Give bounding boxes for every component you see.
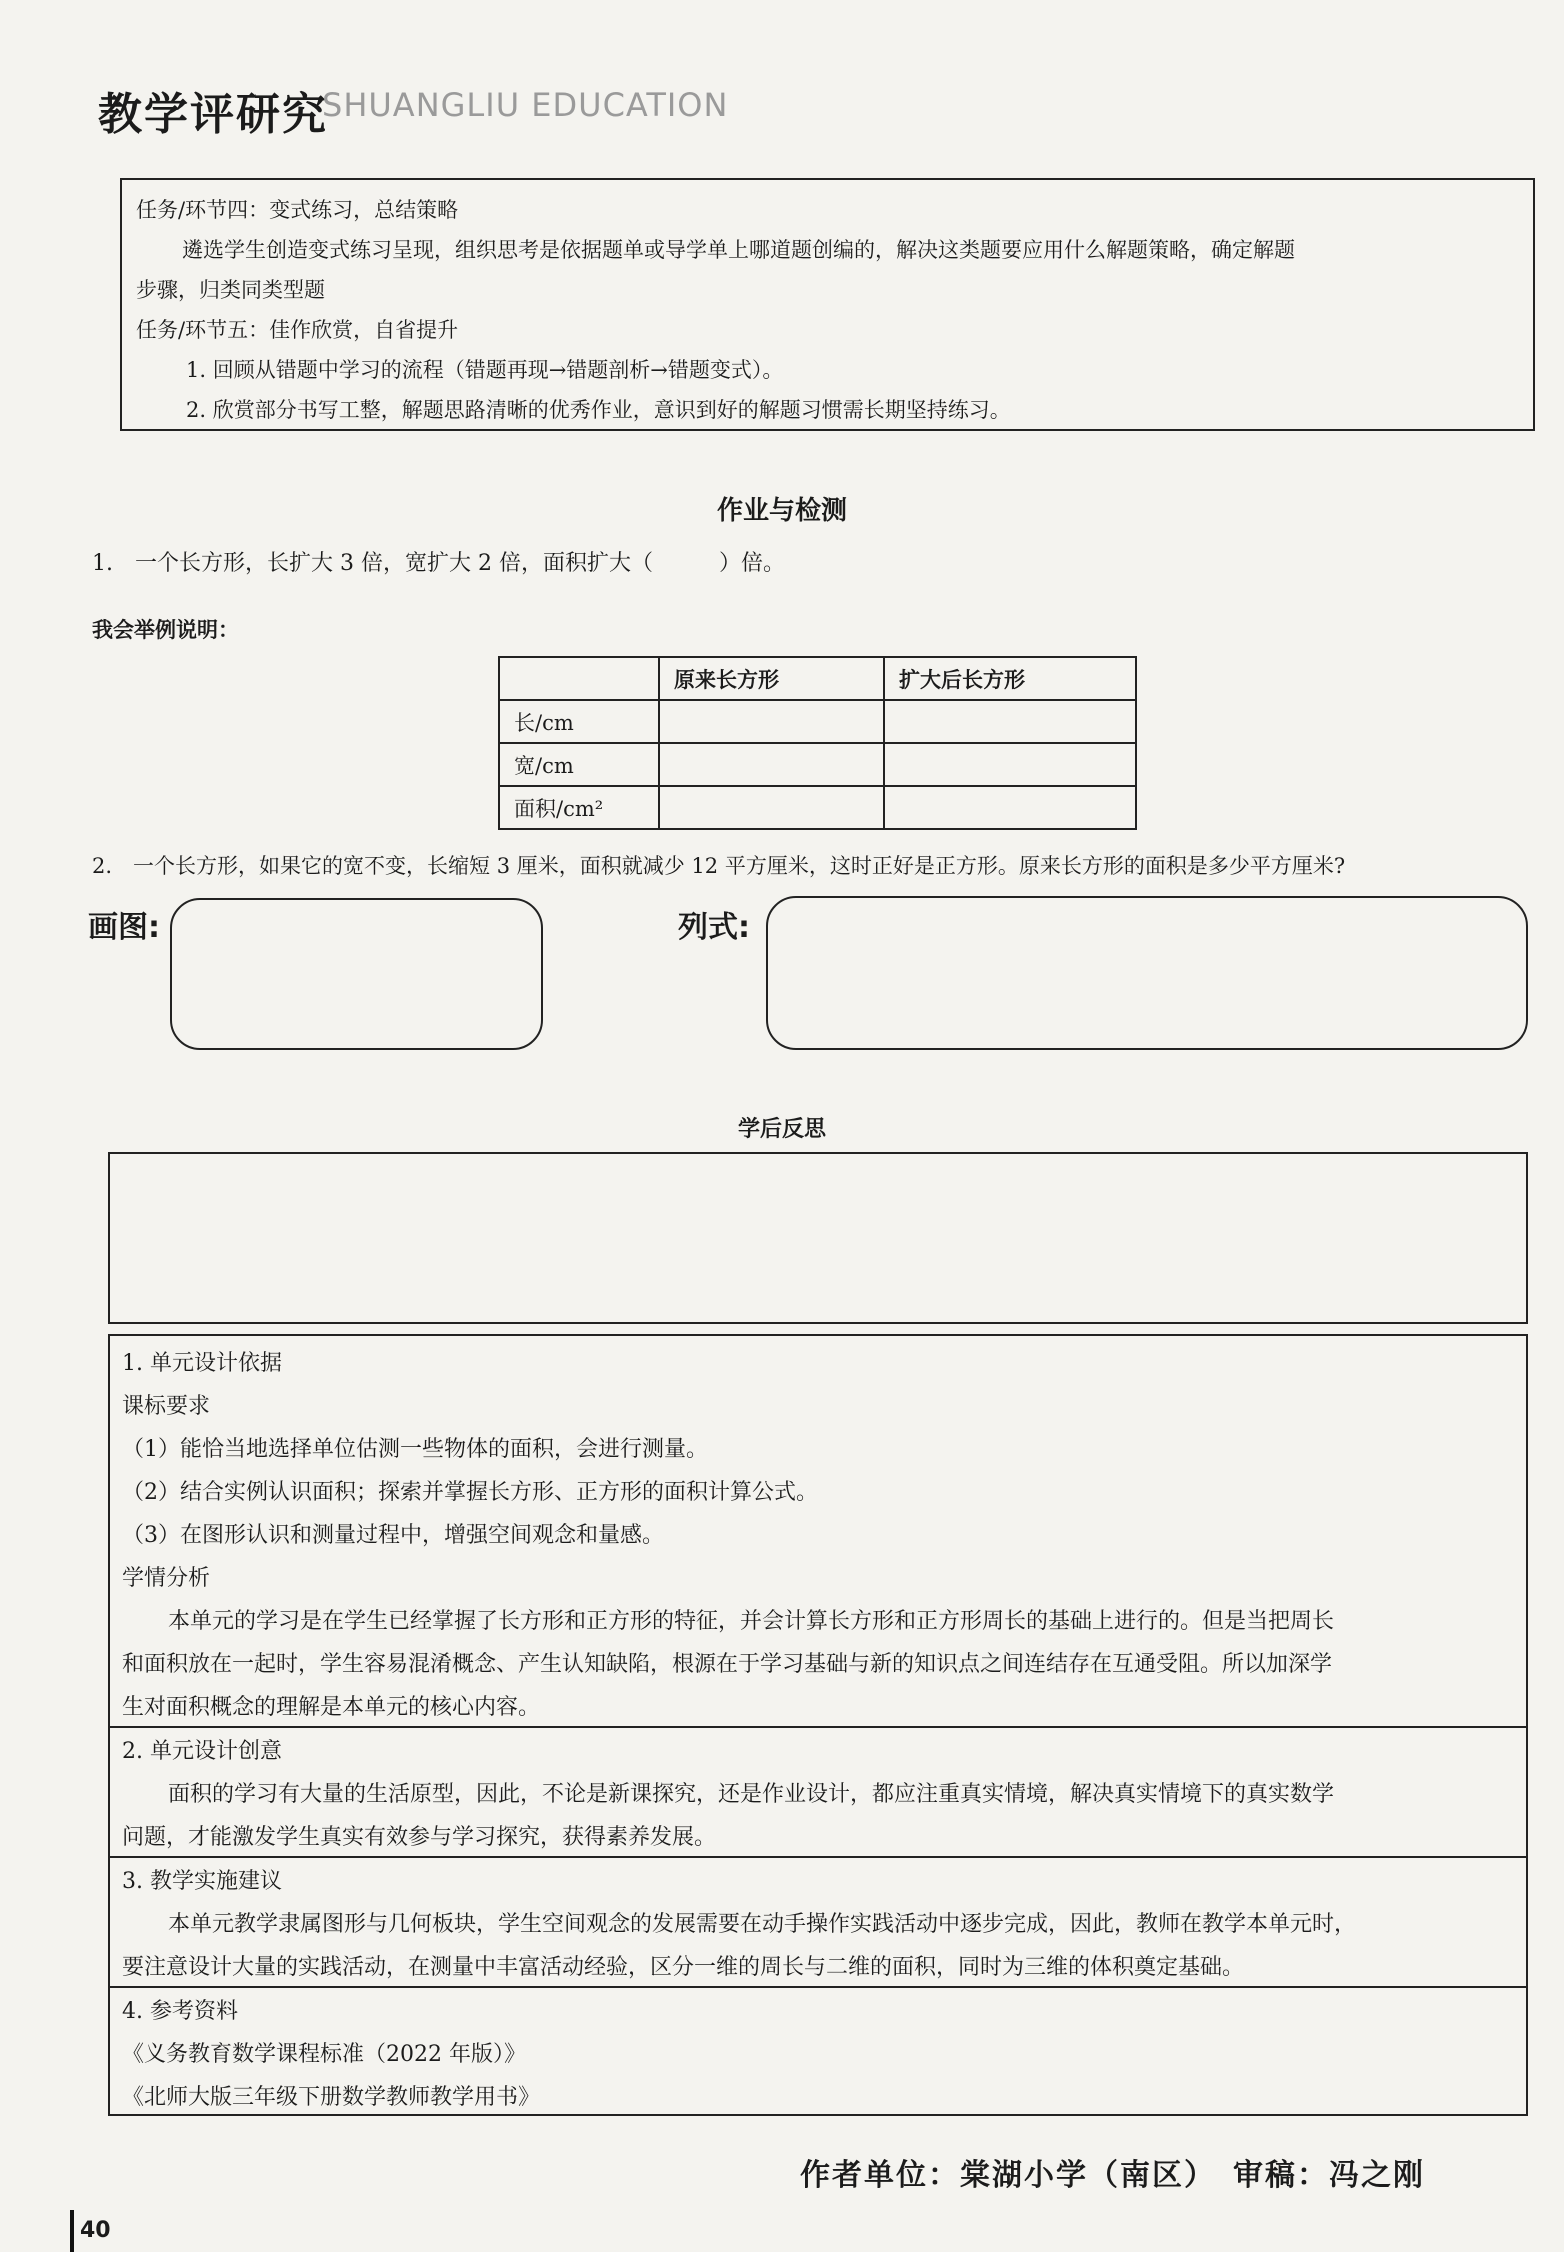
section-title: 1. 单元设计依据 [122, 1351, 282, 1376]
task5-title: 任务/环节五：佳作欣赏，自省提升 [136, 318, 459, 342]
section-teaching-suggestions [110, 1858, 1526, 1988]
paragraph-line: 本单元教学隶属图形与几何板块，学生空间观念的发展需要在动手操作实践活动中逐步完成，因此，教师在教学本单元时， [168, 1912, 1357, 1937]
list-item: （2）结合实例认识面积；探索并掌握长方形、正方形的面积计算公式。 [122, 1480, 818, 1505]
table-header-cell: 扩大后长方形 [884, 657, 1136, 700]
reflection-title: 学后反思 [737, 1117, 826, 1142]
paragraph-line: 和面积放在一起时，学生容易混淆概念、产生认知缺陷，根源在于学习基础与新的知识点之间连结存在互通受阻。所以加深学 [122, 1652, 1333, 1677]
example-label: 我会举例说明： [92, 617, 239, 642]
formula-label: 列式: [678, 910, 750, 945]
subsection-title: 课标要求 [122, 1394, 211, 1419]
table-row [499, 700, 1136, 743]
table-cell[interactable] [659, 700, 884, 743]
page-number: 40 [80, 2218, 111, 2243]
table-cell[interactable] [659, 786, 884, 829]
draw-answer-box[interactable] [170, 898, 543, 1050]
list-item: （3）在图形认识和测量过程中，增强空间观念和量感。 [122, 1523, 664, 1548]
header-title: 教学评研究 [98, 89, 328, 140]
reference-item: 《义务教育数学课程标准（2022 年版）》 [122, 2042, 526, 2067]
header-subtitle: SHUANGLIU EDUCATION [322, 86, 729, 124]
task4-title: 任务/环节四：变式练习，总结策略 [136, 198, 459, 222]
task5-item-2: 2. 欣赏部分书写工整，解题思路清晰的优秀作业，意识到好的解题习惯需长期坚持练习。 [186, 398, 1011, 422]
table-row [499, 786, 1136, 829]
paragraph-line: 本单元的学习是在学生已经掌握了长方形和正方形的特征，并会计算长方形和正方形周长的基础上进行的。但是当把周长 [168, 1609, 1335, 1634]
reference-item: 《北师大版三年级下册数学教师教学用书》 [122, 2085, 541, 2110]
paragraph-line: 问题，才能激发学生真实有效参与学习探究，获得素养发展。 [122, 1825, 717, 1850]
question-1: 1. 一个长方形，长扩大 3 倍，宽扩大 2 倍，面积扩大（ ）倍。 [92, 551, 785, 576]
page-number-bar [70, 2210, 74, 2252]
section-title: 2. 单元设计创意 [122, 1739, 282, 1764]
section-title: 4. 参考资料 [122, 1999, 238, 2024]
unit-design-box [108, 1334, 1528, 2116]
table-cell[interactable] [884, 700, 1136, 743]
question-2: 2. 一个长方形，如果它的宽不变，长缩短 3 厘米，面积就减少 12 平方厘米，这时正好是正方形。原来长方形的面积是多少平方厘米? [92, 854, 1346, 878]
section-references [110, 1988, 1526, 2114]
subsection-title: 学情分析 [122, 1566, 211, 1591]
author-info: 作者单位：棠湖小学（南区） 审稿：冯之刚 [800, 2158, 1425, 2193]
table-header-cell: 原来长方形 [659, 657, 884, 700]
task5-item-1: 1. 回顾从错题中学习的流程（错题再现→错题剖析→错题变式）。 [186, 358, 784, 382]
table-row [499, 743, 1136, 786]
paragraph-line: 生对面积概念的理解是本单元的核心内容。 [122, 1695, 541, 1720]
section-title: 3. 教学实施建议 [122, 1869, 282, 1894]
example-table [498, 656, 1137, 830]
row-label: 面积/cm² [499, 786, 659, 829]
task4-paragraph-2: 步骤，归类同类型题 [136, 278, 325, 302]
draw-label: 画图: [88, 910, 160, 945]
formula-answer-box[interactable] [766, 896, 1528, 1050]
row-label: 长/cm [499, 700, 659, 743]
homework-title: 作业与检测 [716, 496, 847, 526]
task-box [120, 178, 1535, 431]
task4-paragraph-1: 遴选学生创造变式练习呈现，组织思考是依据题单或导学单上哪道题创编的，解决这类题要应用什么解题策略，确定解题 [182, 238, 1295, 262]
table-header-cell [499, 657, 659, 700]
table-cell[interactable] [884, 786, 1136, 829]
row-label: 宽/cm [499, 743, 659, 786]
table-cell[interactable] [884, 743, 1136, 786]
paragraph-line: 面积的学习有大量的生活原型，因此，不论是新课探究，还是作业设计，都应注重真实情境，解决真实情境下的真实数学 [168, 1782, 1335, 1807]
reflection-box[interactable] [108, 1152, 1528, 1324]
table-header-row [499, 657, 1136, 700]
list-item: （1）能恰当地选择单位估测一些物体的面积，会进行测量。 [122, 1437, 708, 1462]
section-design-idea [110, 1728, 1526, 1858]
paragraph-line: 要注意设计大量的实践活动，在测量中丰富活动经验，区分一维的周长与二维的面积，同时为三维的体积奠定基础。 [122, 1955, 1245, 1980]
section-design-basis [110, 1336, 1526, 1728]
table-cell[interactable] [659, 743, 884, 786]
